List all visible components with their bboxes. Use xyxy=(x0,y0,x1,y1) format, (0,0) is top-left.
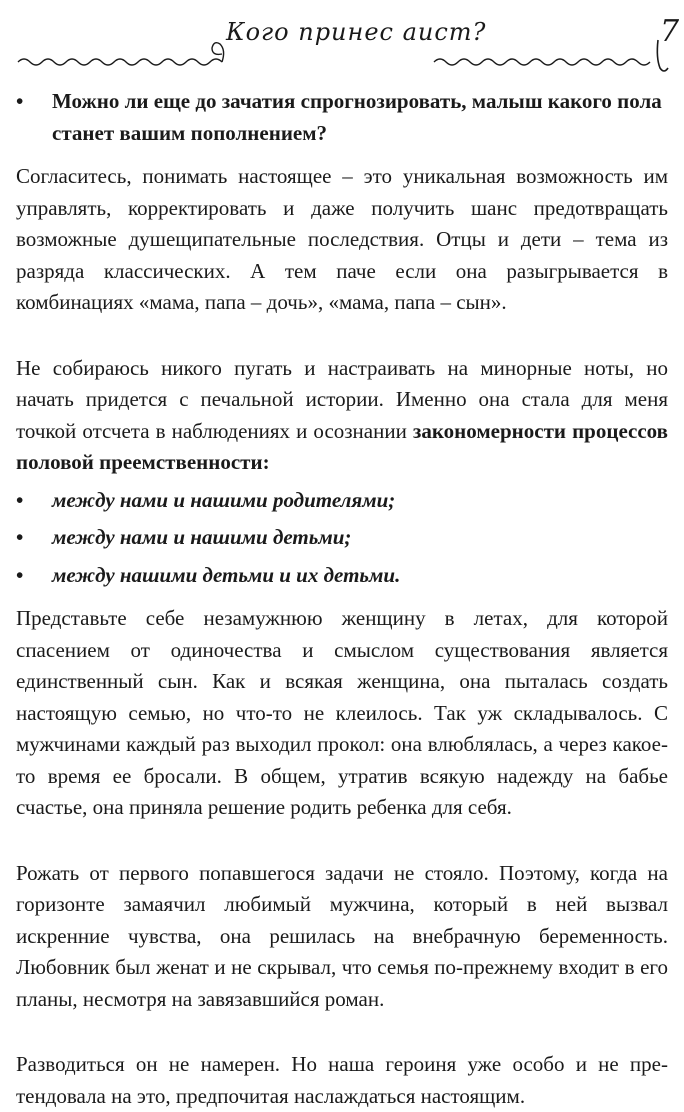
bullet-icon: • xyxy=(16,562,24,587)
bullet-icon: • xyxy=(16,487,24,512)
paragraph: Представьте себе незамужнюю женщину в летах, для которой спасением от одиночества и смыслом существования является единственный сын. Как и всякая женщина, она пыталась создать настоящую семью, но что-то не клеилось. Так уж складывалось. С мужчинами каждый раз выходил прокол: она влюблялась, а через какое-то время ее бросали. В общем, утратив всякую надежду на бабье счастье, она приняла решение родить ребенка для себя. xyxy=(16,606,668,819)
list-item xyxy=(16,560,668,592)
intro-question-item xyxy=(16,86,668,149)
intro-question: Можно ли еще до зачатия спрогнозировать, малыш какого пола станет вашим пополнением? xyxy=(52,89,662,145)
paragraph xyxy=(16,353,668,479)
paragraph-emphasis: закономерности процессов половой преемственности: xyxy=(16,418,668,474)
paragraph: Рожать от первого попавшегося задачи не стояло. Поэтому, когда на горизонте замаячил любимый мужчина, который в ней вызвал искренние чувства, она решилась на внебрачную беременность. Любовник был женат и не скрывал, что семья по-прежнему входит в его планы, несмотря на завязавшийся роман. xyxy=(16,860,668,1011)
list-item-text: между нами и нашими родителями; xyxy=(52,487,396,512)
page-number: 7 xyxy=(660,14,680,49)
bullet-icon: • xyxy=(16,89,24,113)
running-header xyxy=(14,0,680,80)
paragraph-text: Не собираюсь никого пугать и настраивать на минорные ноты, но начать придется с печальной истории. Именно она стала для меня точкой отсчета в наблюдениях и осознании xyxy=(16,355,668,443)
bullet-icon: • xyxy=(16,525,24,549)
page-body xyxy=(16,86,668,1112)
running-title: Кого принес аист? xyxy=(226,18,487,46)
list-item-text: между нами и нашими детьми; xyxy=(52,525,352,549)
list-item xyxy=(16,485,668,517)
paragraph: Разводиться он не намерен. Но наша героиня уже особо и не претендовала на это, предпочитая наслаждаться настоящим. xyxy=(16,1052,668,1108)
list-item xyxy=(16,522,668,554)
paragraph: Согласитесь, понимать настоящее – это уникальная возможность им управлять, корректировать и даже получить шанс предотвращать возможные душещипательные последствия. Отцы и дети – тема из разряда классических. А тем паче если она разыгрывается в комбинациях «мама, папа – дочь», «мама, папа – сын». xyxy=(16,164,668,314)
list-item-text: между нашими детьми и их детьми. xyxy=(52,562,401,587)
